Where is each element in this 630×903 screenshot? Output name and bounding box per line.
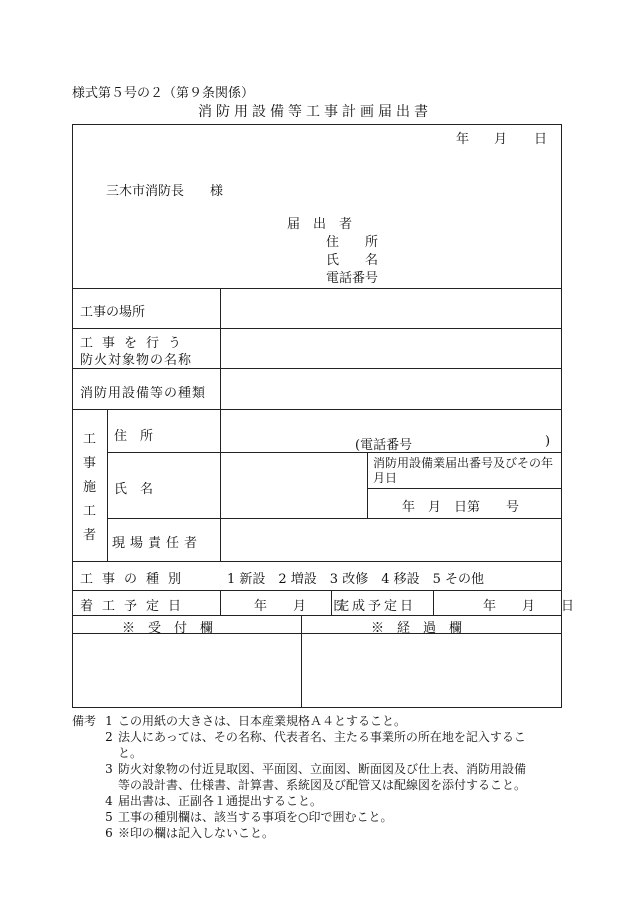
date-day-label: 日 xyxy=(534,132,548,147)
divider xyxy=(72,590,562,591)
date-month-label: 月 xyxy=(494,132,508,147)
divider xyxy=(107,518,562,519)
contractor-address-label: 住 所 xyxy=(114,429,154,444)
date-year-label: 年 xyxy=(456,132,470,147)
notes-heading: 備考 xyxy=(72,714,97,728)
contractor-side-char: 者 xyxy=(83,528,97,543)
note-text: ※印の欄は記入しないこと。 xyxy=(118,826,275,840)
divider xyxy=(367,488,562,489)
divider xyxy=(107,452,562,453)
form-number-label: 様式第５号の２（第９条関係） xyxy=(72,86,255,101)
notifier-phone-label: 電話番号 xyxy=(326,271,379,286)
note-item xyxy=(72,713,528,729)
addressee: 三木市消防長 様 xyxy=(106,184,224,199)
note-text: 届出書は、正副各１通提出すること。 xyxy=(118,794,323,808)
divider xyxy=(72,409,562,410)
reception-column-label: ※ 受 付 欄 xyxy=(122,621,214,636)
end-date-value: 年 月 日 xyxy=(483,599,575,614)
notifier-address-label: 住 所 xyxy=(326,235,379,250)
contractor-side-char: 施 xyxy=(83,480,97,495)
site-manager-label: 現場責任者 xyxy=(112,536,203,551)
notifier-header: 届 出 者 xyxy=(287,217,353,232)
note-number: 2 xyxy=(105,730,113,744)
note-number: 4 xyxy=(105,794,113,808)
work-type-label: 工事の種別 xyxy=(80,572,191,587)
document-title: 消防用設備等工事計画届出書 xyxy=(198,104,432,120)
note-text: 防火対象物の付近見取図、平面図、立面図、断面図及び仕上表、消防用設備等の設計書、仕様書、計算書、系統図及び配管又は配線図を添付すること。 xyxy=(118,762,527,792)
contractor-name-label: 氏 名 xyxy=(114,482,154,497)
divider xyxy=(72,561,562,562)
note-number: 6 xyxy=(105,826,113,840)
note-item xyxy=(72,825,528,841)
start-date-label: 着工予定日 xyxy=(80,599,191,614)
start-date-value: 年 月 日 xyxy=(254,599,346,614)
note-text: この用紙の大きさは、日本産業規格Ａ４とすること。 xyxy=(118,714,407,728)
progress-column-label: ※ 経 過 欄 xyxy=(371,621,463,636)
license-number-label: 消防用設備業届出番号及びその年月日 xyxy=(373,456,554,485)
divider xyxy=(220,288,221,561)
note-item xyxy=(72,809,528,825)
site-label xyxy=(80,301,214,320)
divider xyxy=(107,409,108,561)
divider xyxy=(72,368,562,369)
note-item xyxy=(72,761,528,793)
divider xyxy=(433,590,434,615)
target-label-line2: 防火対象物の名称 xyxy=(80,353,193,368)
contractor-side-char: 工 xyxy=(83,504,97,519)
contractor-phone-label: (電話番号 xyxy=(355,438,413,453)
work-type-options: 1 新設 2 増設 3 改修 4 移設 5 その他 xyxy=(227,572,485,587)
license-date-label: 年 月 日第 号 xyxy=(402,500,520,515)
divider xyxy=(72,288,562,289)
note-number: 1 xyxy=(105,714,113,728)
equipment-type-label: 消防用設備等の種類 xyxy=(80,386,207,401)
contractor-phone-close: ) xyxy=(545,434,551,449)
end-date-label: 完成予定日 xyxy=(336,599,417,614)
contractor-side-char: 事 xyxy=(83,456,97,471)
note-number: 5 xyxy=(105,810,113,824)
note-number: 3 xyxy=(105,762,113,776)
note-text: 工事の種別欄は、該当する事項を○印で囲むこと。 xyxy=(118,810,393,824)
notes-section xyxy=(72,713,528,841)
note-item xyxy=(72,793,528,809)
divider xyxy=(220,590,221,615)
divider xyxy=(301,615,302,708)
note-text: 法人にあっては、その名称、代表者名、主たる事業所の所在地を記入すること。 xyxy=(118,730,526,760)
divider xyxy=(72,328,562,329)
divider xyxy=(72,615,562,616)
site-label-text: 工事の場所 xyxy=(80,305,146,320)
divider xyxy=(367,452,368,518)
contractor-side-char: 工 xyxy=(83,432,97,447)
note-item xyxy=(72,729,528,761)
target-label-line1: 工事を行う xyxy=(80,336,191,351)
notifier-name-label: 氏 名 xyxy=(326,253,379,268)
